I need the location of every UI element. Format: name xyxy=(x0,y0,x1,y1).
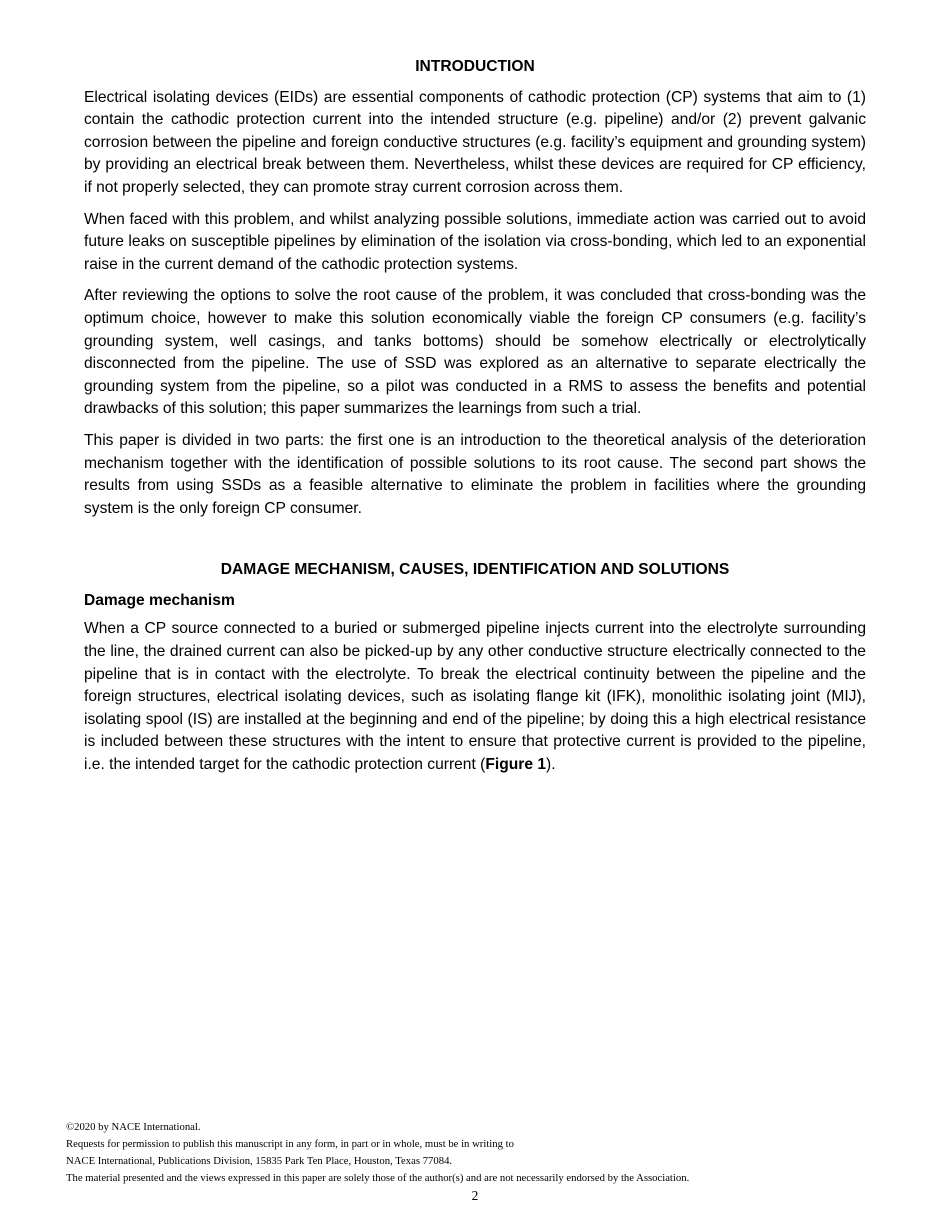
intro-paragraph-2: When faced with this problem, and whilst analyzing possible solutions, immediate action was carried out to avoid future leaks on susceptible pipelines by elimination of the isolation via cross-bonding, which led to an exponential raise in the current demand of the cathodic protection systems. xyxy=(84,210,866,273)
footer-line-1: ©2020 by NACE International. xyxy=(66,1121,201,1133)
intro-paragraph-1: Electrical isolating devices (EIDs) are essential components of cathodic protection (CP) systems that aim to (1) contain the cathodic protection current into the intended structure (e.g. pipeline) and/or (2) prevent galvanic corrosion between the pipeline and foreign conductive structures (e.g. facility’s equipment and grounding system) by providing an electrical break between them. Nevertheless, whilst these devices are required for CP efficiency, if not properly selected, they can promote stray current corrosion across them. xyxy=(84,88,866,196)
intro-paragraph-3: After reviewing the options to solve the root cause of the problem, it was concluded that cross-bonding was the optimum choice, however to make this solution economically viable the foreign CP consumers (e.g. facility’s grounding system, well casings, and tanks bottoms) should be somehow electrically or electrolytically disconnected from the pipeline. The use of SSD was explored as an alternative to separate electrically the grounding system from the pipeline, so a pilot was conducted in a RMS to assess the benefits and potential drawbacks of this solution; this paper summarizes the learnings from such a trial. xyxy=(84,287,866,418)
footer-line-4: The material presented and the views expressed in this paper are solely those of the author(s) and are not necessarily endorsed by the Association. xyxy=(66,1172,690,1184)
footer-line-3: NACE International, Publications Division, 15835 Park Ten Place, Houston, Texas 77084. xyxy=(66,1155,453,1167)
intro-paragraph-4: This paper is divided in two parts: the first one is an introduction to the theoretical analysis of the deterioration mechanism together with the identification of possible solutions to its root cause. The second part shows the results from using SSDs as a feasible alternative to eliminate the problem in facilities where the grounding system is the only foreign CP consumer. xyxy=(84,431,866,517)
damage-paragraph-end: ). xyxy=(546,756,556,774)
section-heading-damage-mechanism: DAMAGE MECHANISM, CAUSES, IDENTIFICATION AND SOLUTIONS xyxy=(220,561,730,579)
section-heading-introduction: INTRODUCTION xyxy=(415,58,535,75)
paper-body xyxy=(84,56,866,786)
page-number: 2 xyxy=(471,1188,479,1203)
footer-line-2: Requests for permission to publish this manuscript in any form, in part or in whole, must be in writing to xyxy=(66,1138,514,1150)
damage-paragraph-text: When a CP source connected to a buried or submerged pipeline injects current into the electrolyte surrounding the line, the drained current can also be picked-up by any other conductive structure electrically connected to the pipeline that is in contact with the electrolyte. To break the electrical continuity between the pipeline and the foreign structures, electrical isolating devices, such as isolating flange kit (IFK), monolithic isolating joint (MIJ), isolating spool (IS) are installed at the beginning and end of the pipeline; by doing this a high electrical resistance is included between these structures with the intent to ensure that protective current is provided to the pipeline, i.e. the intended target for the cathodic protection current ( xyxy=(84,620,866,774)
subheading-damage-mechanism: Damage mechanism xyxy=(84,591,235,609)
section-spacer xyxy=(84,529,866,559)
figure-reference: Figure 1 xyxy=(485,756,546,774)
copyright-footer xyxy=(66,1119,886,1187)
damage-paragraph-1 xyxy=(84,618,866,776)
